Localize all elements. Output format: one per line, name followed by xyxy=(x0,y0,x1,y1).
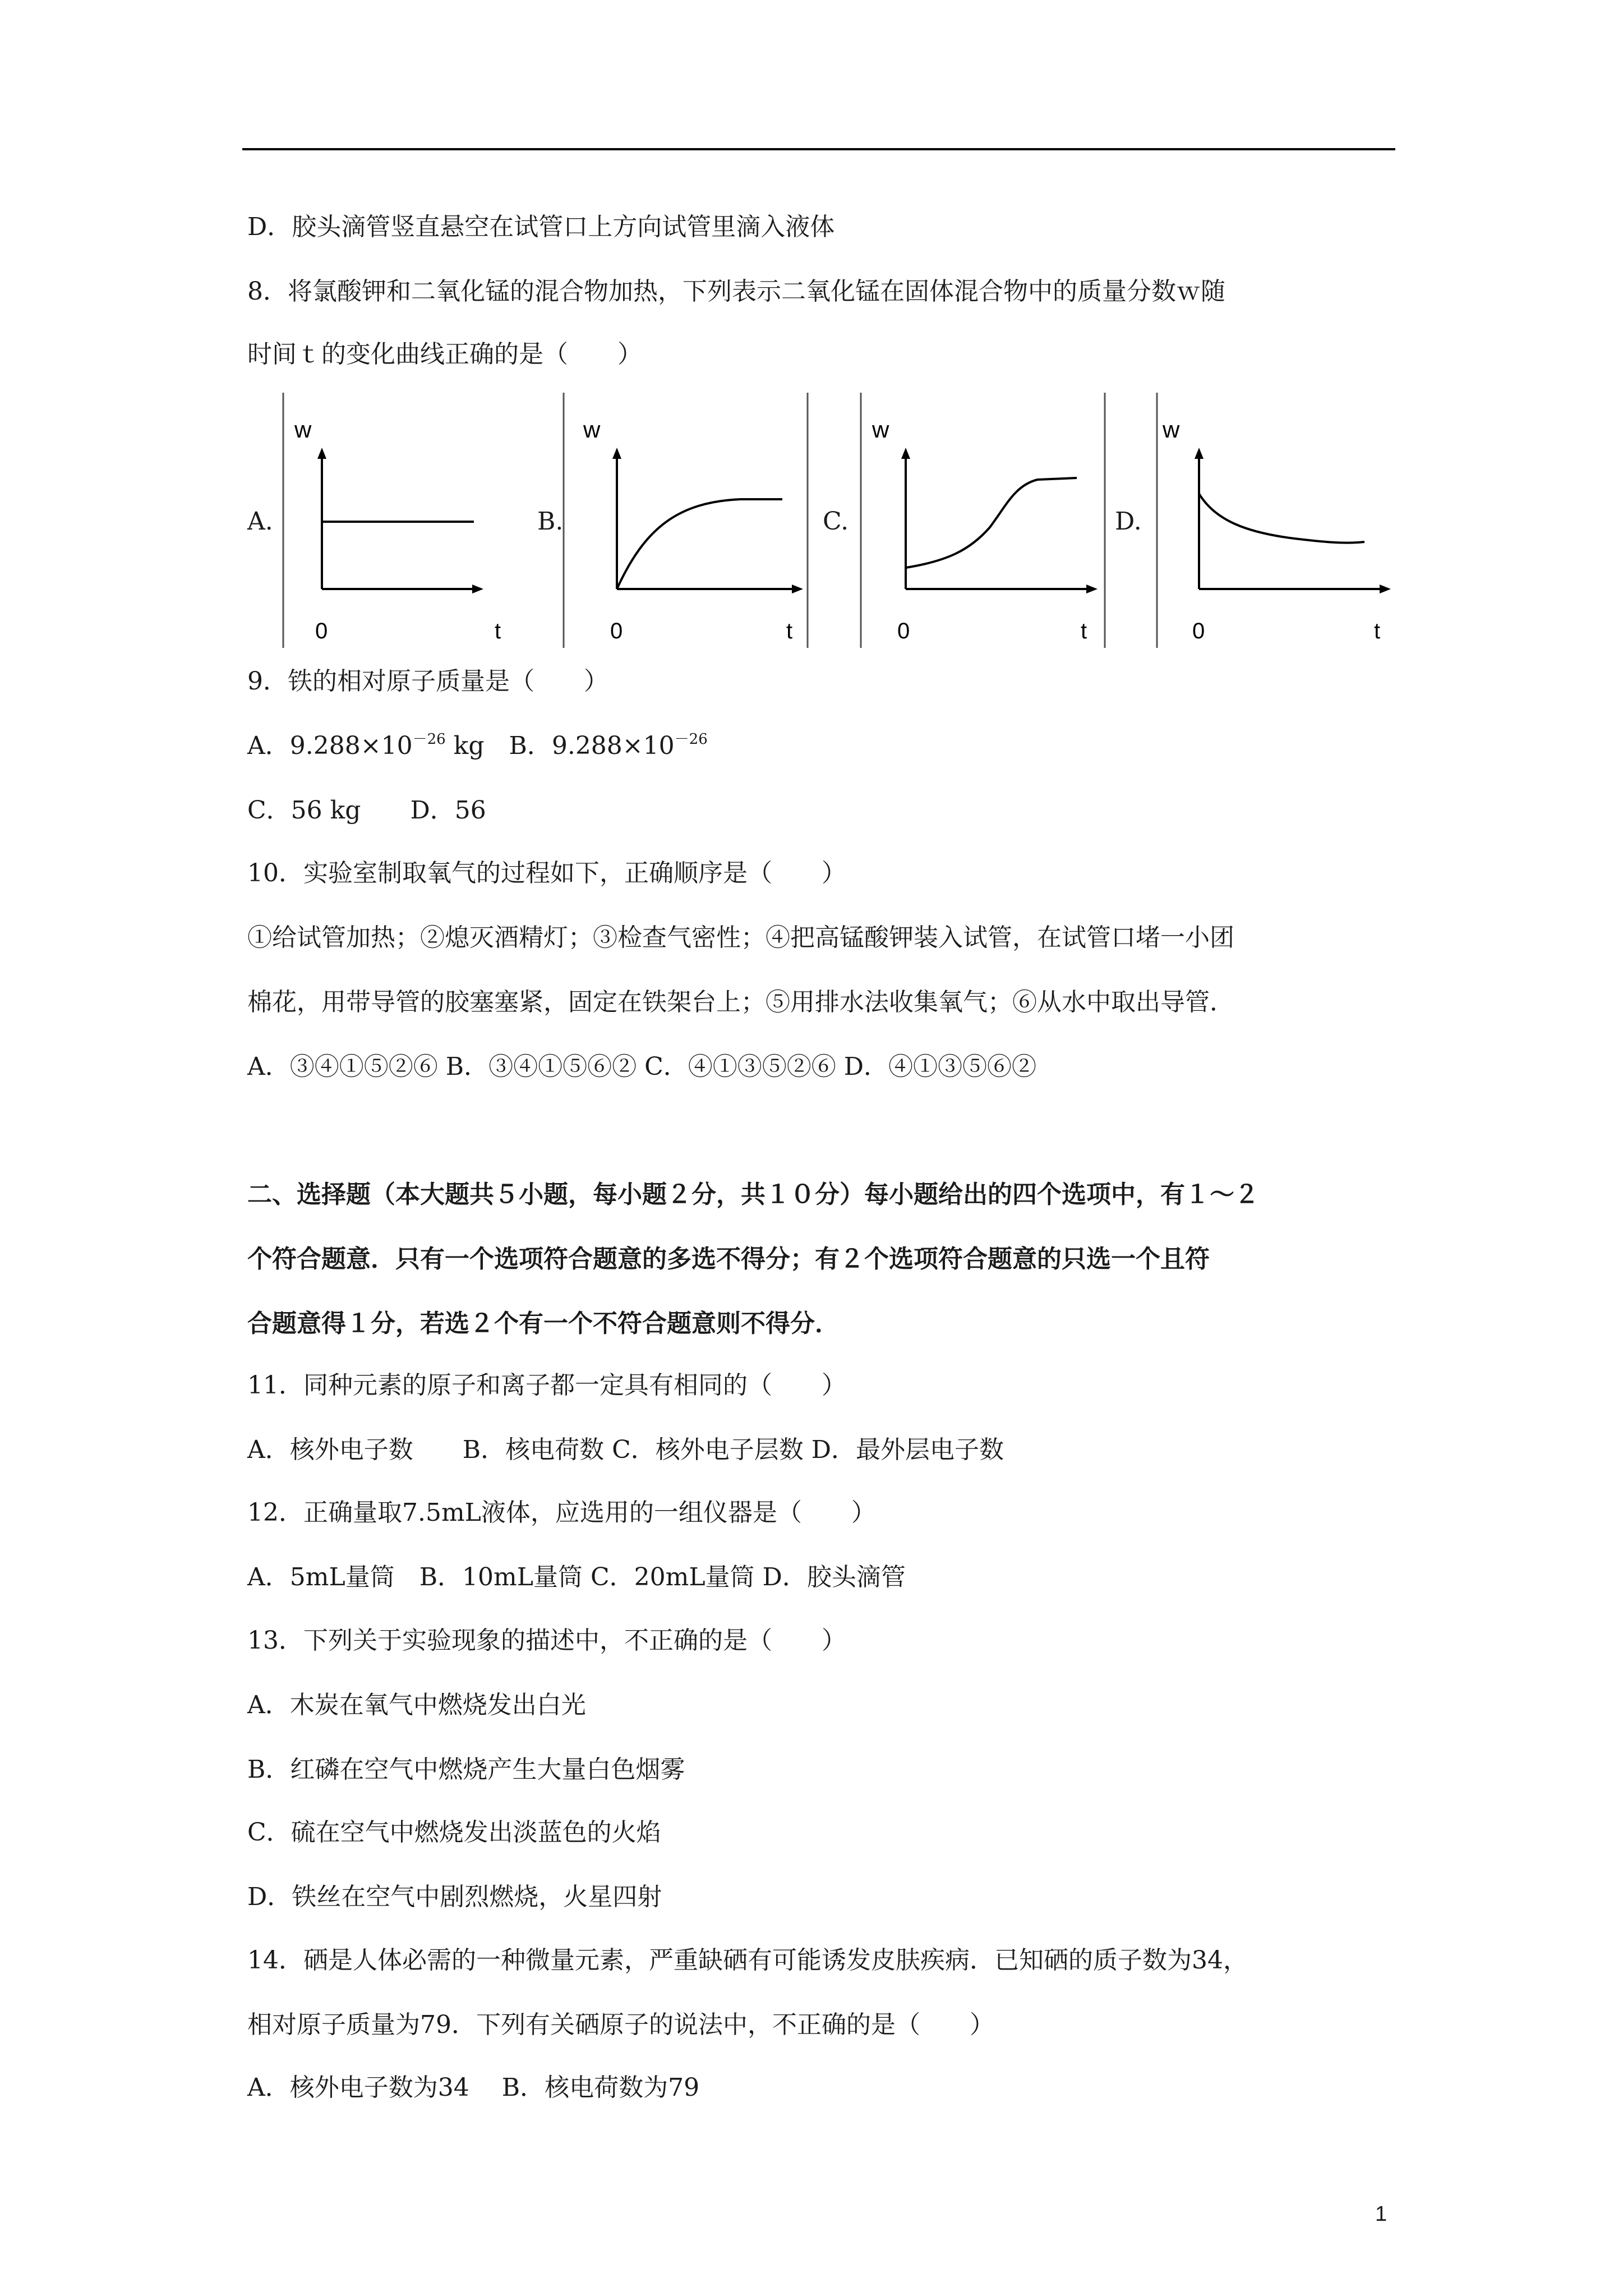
graph-b-origin-label: 0 xyxy=(610,619,623,643)
q13-option-a: A．木炭在氧气中燃烧发出白光 xyxy=(247,1691,586,1719)
q9-options-cd: C．56 kg D．56 xyxy=(247,796,486,825)
graph-d-w-label: w xyxy=(1163,416,1180,443)
graph-b-t-label: t xyxy=(786,619,793,643)
q12-options: A．5mL量筒 B．10mL量筒 C．20mL量筒 D．胶头滴管 xyxy=(247,1563,906,1591)
q8-stem-line2: 时间ｔ的变化曲线正确的是（ ） xyxy=(247,340,642,369)
q14-stem-line2: 相对原子质量为79．下列有关硒原子的说法中，不正确的是（ ） xyxy=(247,2010,994,2039)
graph-c-t-label: t xyxy=(1081,619,1087,643)
q13-stem: 13．下列关于实验现象的描述中，不正确的是（ ） xyxy=(247,1626,846,1655)
header-rule xyxy=(242,148,1395,150)
graph-c-w-label: w xyxy=(872,416,889,443)
q8-stem-line1: 8．将氯酸钾和二氧化锰的混合物加热，下列表示二氧化锰在固体混合物中的质量分数ｗ随 xyxy=(247,277,1225,306)
q13-option-b: B．红磷在空气中燃烧产生大量白色烟雾 xyxy=(247,1755,685,1784)
q14-options-ab: A．核外电子数为34 B．核电荷数为79 xyxy=(247,2073,700,2102)
q10-options: A．③④①⑤②⑥ B．③④①⑤⑥② C．④①③⑤②⑥ D．④①③⑤⑥② xyxy=(247,1052,1037,1081)
q14-stem-line1: 14．硒是人体必需的一种微量元素，严重缺硒有可能诱发皮肤疾病．已知硒的质子数为34， xyxy=(247,1946,1248,1975)
q9-stem: 9．铁的相对原子质量是（ ） xyxy=(247,667,608,696)
q13-option-d: D．铁丝在空气中剧烈燃烧，火星四射 xyxy=(247,1883,662,1911)
graph-a-w-label: w xyxy=(294,416,312,443)
q8-graph-d xyxy=(1154,393,1435,648)
q9-option-b-text: kg B．9.288×10 xyxy=(445,731,675,760)
q7-option-d: D．胶头滴管竖直悬空在试管口上方向试管里滴入液体 xyxy=(247,213,835,241)
q8-option-d-letter: D. xyxy=(1115,507,1142,536)
graph-d-t-label: t xyxy=(1374,619,1381,643)
q10-stem: 10．实验室制取氧气的过程如下，正确顺序是（ ） xyxy=(247,859,846,887)
q9-option-a-text: A．9.288×10 xyxy=(247,731,413,760)
q12-stem: 12．正确量取7.5mL液体，应选用的一组仪器是（ ） xyxy=(247,1498,876,1527)
q9-option-a-exponent: －26 xyxy=(412,731,446,748)
q9-options-ab xyxy=(247,729,708,763)
graph-d-origin-label: 0 xyxy=(1192,619,1205,643)
graph-b-w-label: w xyxy=(583,416,601,443)
q10-steps-line1: ①给试管加热；②熄灭酒精灯；③检查气密性；④把高锰酸钾装入试管，在试管口堵一小团 xyxy=(247,923,1234,952)
q13-option-c: C．硫在空气中燃烧发出淡蓝色的火焰 xyxy=(247,1818,661,1847)
graph-c-origin-label: 0 xyxy=(897,619,910,643)
q11-stem: 11．同种元素的原子和离子都一定具有相同的（ ） xyxy=(247,1371,846,1400)
q8-option-c-letter: C. xyxy=(823,507,849,536)
q11-options: A．核外电子数 B．核电荷数 C．核外电子层数 D．最外层电子数 xyxy=(247,1435,1004,1464)
q9-option-b-exponent: －26 xyxy=(674,731,708,748)
section2-heading-line3: 合题意得１分，若选２个有一个不符合题意则不得分． xyxy=(247,1309,840,1338)
graph-a-origin-label: 0 xyxy=(315,619,328,643)
page-number: 1 xyxy=(1375,2202,1387,2226)
q8-option-a-letter: A. xyxy=(247,507,273,536)
q10-steps-line2: 棉花，用带导管的胶塞塞紧，固定在铁架台上；⑤用排水法收集氧气；⑥从水中取出导管． xyxy=(247,988,1234,1016)
q8-option-b-letter: B. xyxy=(537,507,564,536)
section2-heading-line2: 个符合题意．只有一个选项符合题意的多选不得分；有２个选项符合题意的只选一个且符 xyxy=(247,1245,1210,1273)
section2-heading-line1: 二、选择题（本大题共５小题，每小题２分，共１０分）每小题给出的四个选项中，有１～２ xyxy=(247,1180,1259,1209)
q8-graph-c xyxy=(858,393,1138,648)
q8-graph-b xyxy=(561,393,841,648)
q8-graph-a xyxy=(280,393,564,648)
graph-a-t-label: t xyxy=(495,619,501,643)
